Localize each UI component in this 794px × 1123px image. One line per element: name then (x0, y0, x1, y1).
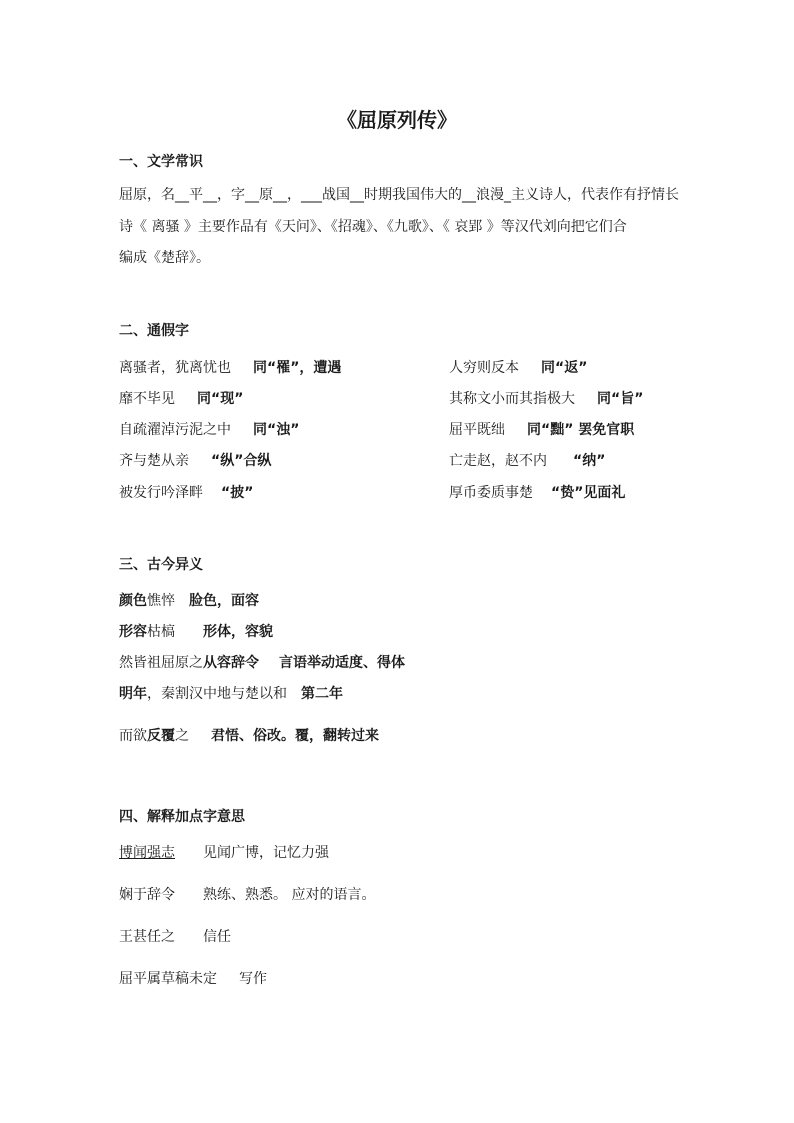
item-phrase: 王甚任之 (119, 929, 175, 945)
paragraph-line: 编成《楚辞》。 (119, 250, 210, 266)
item-meaning: 脸色，面容 (189, 593, 259, 609)
item-keyword: 明年 (119, 686, 147, 702)
item-suffix: 枯槁 (147, 624, 175, 640)
list-item (119, 969, 267, 989)
section-heading-gujinyiyi: 三、古今异义 (119, 557, 203, 573)
list-item (119, 885, 375, 905)
page-title: 《屈原列传》 (337, 108, 457, 132)
list-item (449, 483, 625, 503)
list-item (119, 653, 405, 673)
item-meaning: 写作 (239, 971, 267, 987)
item-keyword: 反覆 (147, 728, 175, 744)
item-prefix: 而欲 (119, 728, 147, 744)
list-item (119, 927, 231, 947)
item-meaning: 言语举动适度、得体 (279, 655, 405, 671)
item-suffix: 憔悴 (147, 593, 175, 609)
list-item (119, 591, 259, 611)
item-keyword: 从容辞令 (203, 655, 259, 671)
item-meaning: 第二年 (301, 686, 343, 702)
item-note: 同“罹”，遭遇 (253, 360, 342, 376)
item-phrase: 亡走赵，赵不内 (449, 453, 547, 469)
list-item (449, 451, 605, 471)
item-meaning: 信任 (203, 929, 231, 945)
section-heading-explain: 四、解释加点字意思 (119, 809, 245, 825)
item-prefix: 然皆祖屈原之 (119, 655, 203, 671)
item-note: 同“现” (197, 391, 244, 407)
list-item (119, 358, 341, 378)
item-phrase: 靡不毕见 (119, 391, 175, 407)
list-item (449, 358, 587, 378)
item-meaning: 熟练、熟悉。 应对的语言。 (203, 887, 376, 903)
list-item (449, 420, 634, 440)
item-phrase: 博闻强志 (119, 845, 175, 861)
section-heading-literature: 一、文学常识 (119, 154, 203, 170)
item-meaning: 君悟、俗改。覆，翻转过来 (211, 728, 379, 744)
item-suffix: 之 (175, 728, 189, 744)
item-phrase: 自疏濯淖污泥之中 (119, 422, 231, 438)
list-item (119, 420, 299, 440)
item-keyword: 形容 (119, 624, 147, 640)
item-keyword: 颜色 (119, 593, 147, 609)
section-heading-tongjiazi: 二、通假字 (119, 323, 189, 339)
list-item (119, 451, 271, 471)
item-phrase: 离骚者，犹离忧也 (119, 360, 231, 376)
list-item (119, 684, 343, 704)
paragraph-line: 诗《 离骚 》主要作品有《天问》、《招魂》、《九歌》、《 哀郢 》等汉代刘向把它们合 (119, 219, 627, 235)
item-meaning: 见闻广博，记忆力强 (203, 845, 329, 861)
item-phrase: 屈平既绌 (449, 422, 505, 438)
item-phrase: 齐与楚从亲 (119, 453, 189, 469)
item-note: 同“浊” (253, 422, 300, 438)
item-phrase: 其称文小而其指极大 (449, 391, 575, 407)
paragraph-line: 屈原，名__平__，字__原__，___战国__时期我国伟大的__浪漫_主义诗人，代表作有抒情长 (119, 187, 679, 203)
item-phrase: 娴于辞令 (119, 887, 175, 903)
item-note: “披” (221, 485, 254, 501)
item-phrase: 厚币委质事楚 (449, 485, 533, 501)
list-item (119, 622, 273, 642)
item-note: “纳” (573, 453, 606, 469)
item-meaning: 形体，容貌 (203, 624, 273, 640)
list-item (119, 389, 243, 409)
item-note: 同“旨” (597, 391, 644, 407)
item-note: 同“返” (541, 360, 588, 376)
item-note: “贽”见面礼 (551, 485, 626, 501)
item-phrase: 被发行吟泽畔 (119, 485, 203, 501)
list-item (119, 726, 379, 746)
item-phrase: 屈平属草稿未定 (119, 971, 217, 987)
list-item (449, 389, 643, 409)
list-item (119, 483, 253, 503)
item-suffix: ，秦割汉中地与楚以和 (147, 686, 287, 702)
item-note: 同“黜” 罢免官职 (527, 422, 635, 438)
item-phrase: 人穷则反本 (449, 360, 519, 376)
list-item (119, 843, 329, 863)
item-note: “纵”合纵 (211, 453, 272, 469)
